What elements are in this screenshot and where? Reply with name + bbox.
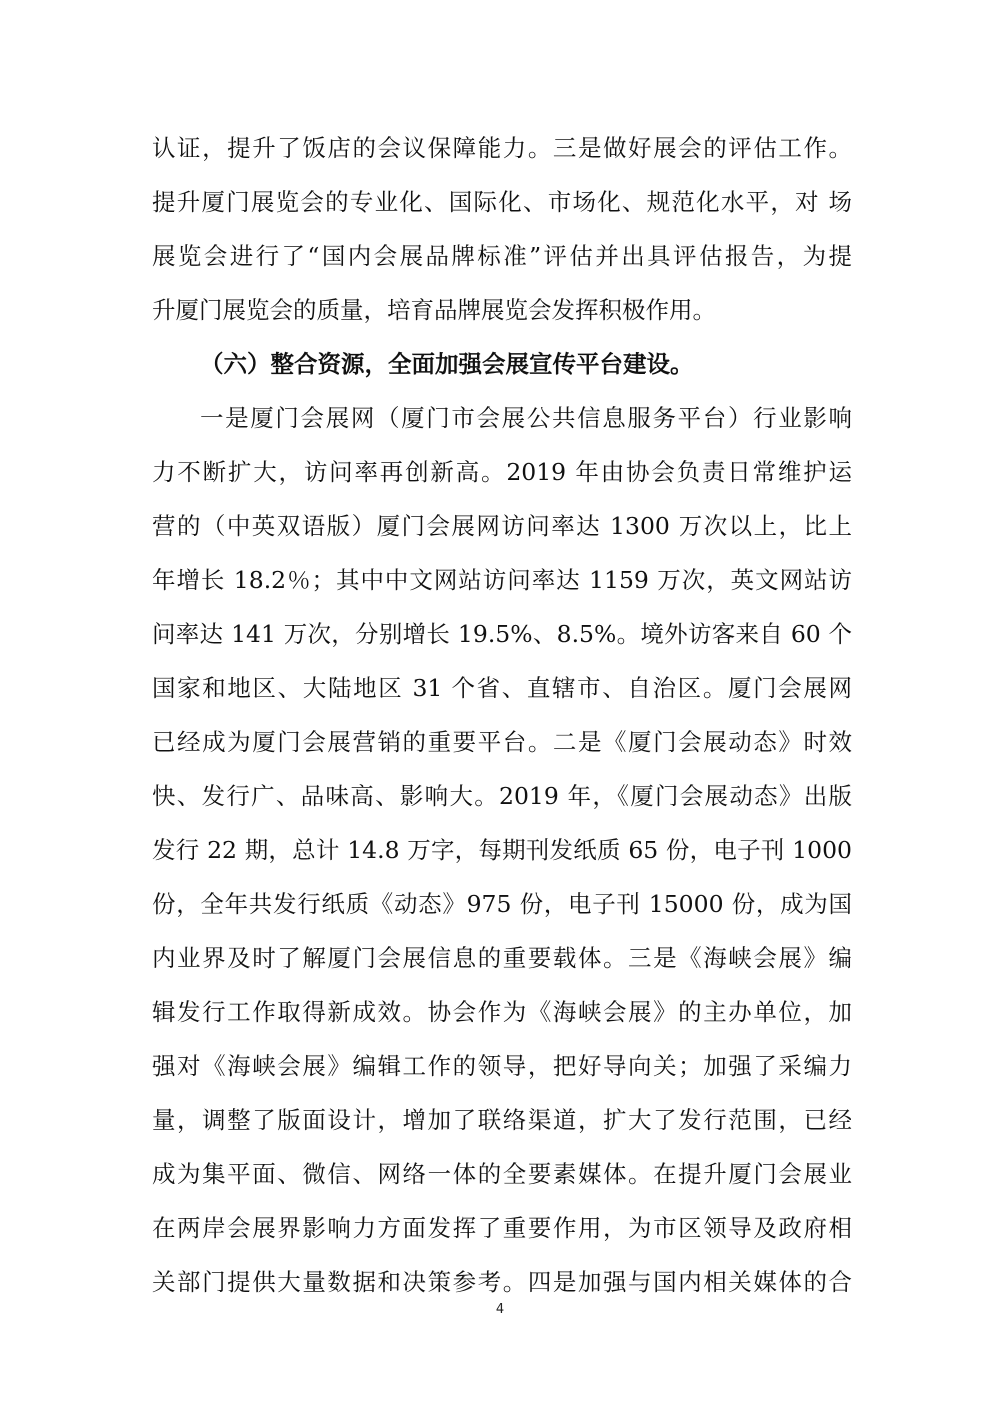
paragraph2-line-15: 成为集平面、微信、网络一体的全要素媒体。在提升厦门会展业: [152, 1160, 852, 1188]
paragraph1-line-1: 认证，提升了饭店的会议保障能力。三是做好展会的评估工作。: [152, 134, 852, 162]
paragraph2-line-17: 关部门提供大量数据和决策参考。四是加强与国内相关媒体的合: [152, 1268, 852, 1296]
paragraph1-line-3: 展览会进行了“国内会展品牌标准”评估并出具评估报告，为提: [152, 242, 852, 270]
paragraph1-line-2: 提升厦门展览会的专业化、国际化、市场化、规范化水平，对 场: [152, 188, 852, 216]
paragraph2-line-4: 年增长 18.2％；其中中文网站访问率达 1159 万次，英文网站访: [152, 566, 852, 594]
paragraph2-line-14: 量，调整了版面设计，增加了联络渠道，扩大了发行范围，已经: [152, 1106, 852, 1134]
paragraph2-line-16: 在两岸会展界影响力方面发挥了重要作用，为市区领导及政府相: [152, 1214, 852, 1242]
paragraph2-line-2: 力不断扩大，访问率再创新高。2019 年由协会负责日常维护运: [152, 458, 852, 486]
page-number: 4: [495, 1302, 505, 1317]
paragraph2-line-5: 问率达 141 万次，分别增长 19.5%、8.5%。境外访客来自 60 个: [152, 620, 852, 648]
paragraph2-line-1: 一是厦门会展网（厦门市会展公共信息服务平台）行业影响: [200, 404, 852, 432]
paragraph2-line-7: 已经成为厦门会展营销的重要平台。二是《厦门会展动态》时效: [152, 728, 852, 756]
paragraph2-line-8: 快、发行广、品味高、影响大。2019 年，《厦门会展动态》出版: [152, 782, 852, 810]
paragraph2-line-10: 份，全年共发行纸质《动态》975 份，电子刊 15000 份，成为国: [152, 890, 852, 918]
paragraph2-line-9: 发行 22 期，总计 14.8 万字，每期刊发纸质 65 份，电子刊 1000: [152, 836, 852, 864]
paragraph2-line-11: 内业界及时了解厦门会展信息的重要载体。三是《海峡会展》编: [152, 944, 852, 972]
paragraph2-line-12: 辑发行工作取得新成效。协会作为《海峡会展》的主办单位，加: [152, 998, 852, 1026]
paragraph2-line-3: 营的（中英双语版）厦门会展网访问率达 1300 万次以上，比上: [152, 512, 852, 540]
section-heading: （六）整合资源，全面加强会展宣传平台建设。: [200, 350, 694, 378]
paragraph1-line-4: 升厦门展览会的质量，培育品牌展览会发挥积极作用。: [152, 296, 716, 324]
paragraph2-line-6: 国家和地区、大陆地区 31 个省、直辖市、自治区。厦门会展网: [152, 674, 852, 702]
paragraph2-line-13: 强对《海峡会展》编辑工作的领导，把好导向关；加强了采编力: [152, 1052, 852, 1080]
